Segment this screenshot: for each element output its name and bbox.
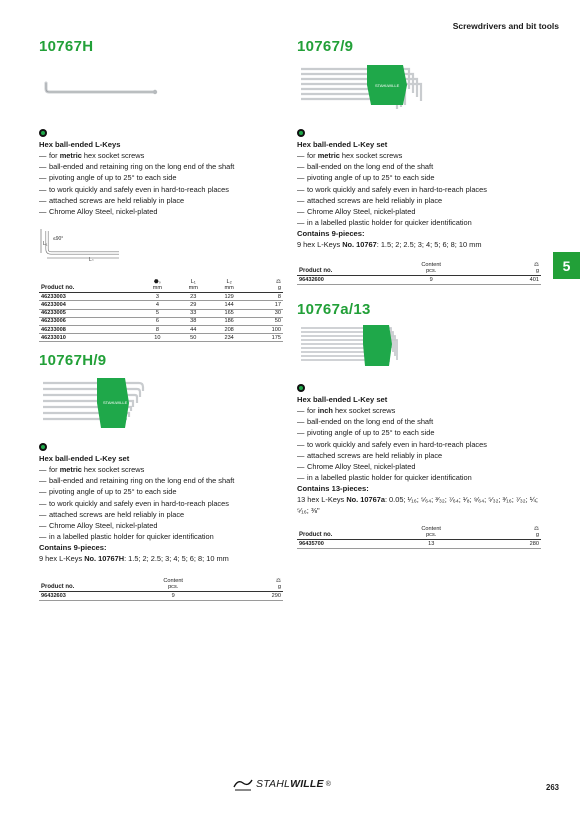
table-cell: 175 bbox=[247, 334, 283, 342]
angle-label: ≤90° bbox=[53, 236, 64, 243]
feature-item: — Chrome Alloy Steel, nickel-plated bbox=[297, 207, 416, 217]
table-cell: 46233003 bbox=[39, 293, 139, 301]
page-number: 263 bbox=[545, 783, 559, 792]
col-product-no: Product no. bbox=[39, 578, 112, 592]
table-cell: 50 bbox=[247, 317, 283, 325]
spec-table bbox=[39, 578, 283, 600]
feature-item: — to work quickly and safely even in hard-to-reach places bbox=[297, 439, 487, 449]
green-dot-icon bbox=[297, 384, 305, 392]
col-product-no: Product no. bbox=[297, 262, 370, 276]
registered-icon: ® bbox=[325, 780, 331, 788]
table-cell: 96432603 bbox=[39, 592, 112, 600]
pieces-heading: Contains 13-pieces: bbox=[297, 484, 369, 494]
feature-item: — for metric hex socket screws bbox=[39, 465, 145, 474]
key-set-photo bbox=[39, 373, 283, 433]
feature-item: — to work quickly and safely even in hard-to-reach places bbox=[39, 498, 229, 508]
scale-weight-icon: ⚖ bbox=[275, 279, 281, 286]
table-cell: 208 bbox=[211, 325, 247, 333]
key-set-icon bbox=[297, 322, 407, 372]
col-l1: L₁ mm bbox=[175, 279, 211, 293]
stahlwille-swirl-icon bbox=[232, 777, 254, 791]
l2-label: L₂ bbox=[89, 257, 94, 262]
l1-label: L₁ bbox=[43, 241, 48, 248]
table-cell: 6 bbox=[139, 317, 175, 325]
pieces-text: 9 hex L-Keys No. 10767H: 1.5; 2; 2.5; 3; 4; 5; 6; 8; 10 mm bbox=[39, 554, 229, 564]
table-cell: 5 bbox=[139, 309, 175, 317]
table-row bbox=[39, 293, 283, 301]
green-dot-icon bbox=[39, 443, 47, 451]
feature-item: — pivoting angle of up to 25° to each side bbox=[39, 487, 177, 497]
table-cell: 234 bbox=[211, 334, 247, 342]
table-row bbox=[39, 317, 283, 325]
feature-list bbox=[297, 150, 541, 228]
feature-item: — Chrome Alloy Steel, nickel-plated bbox=[39, 521, 158, 531]
feature-list bbox=[39, 464, 283, 542]
table-row bbox=[297, 276, 541, 284]
col-hex-size: ⬣ₛ mm bbox=[139, 279, 175, 293]
table-cell: 186 bbox=[211, 317, 247, 325]
product-10767-9 bbox=[297, 38, 541, 285]
key-set-icon bbox=[297, 59, 437, 119]
pieces-text: 9 hex L-Keys No. 10767: 1.5; 2; 2.5; 3; 4; 5; 6; 8; 10 mm bbox=[297, 240, 482, 250]
pieces-text: 13 hex L-Keys No. 10767a: 0.05; ¹⁄₁₆; ⁵⁄₆₄; ³⁄₃₂; ⁷⁄₆₄; ¹⁄₈; ⁹⁄₆₄; ⁵⁄₃₂; ³⁄₁₆; ⁷⁄₃₂; ¼; ⁵⁄₁₆; ⅜" bbox=[297, 495, 538, 516]
feature-item: — ball-ended on the long end of the shaft bbox=[297, 417, 434, 427]
table-cell: 46233005 bbox=[39, 309, 139, 317]
product-subheading: Hex ball-ended L-Keys bbox=[39, 140, 121, 149]
table-row bbox=[39, 325, 283, 333]
col-product-no: Product no. bbox=[297, 526, 370, 540]
feature-item: — to work quickly and safely even in hard-to-reach places bbox=[39, 184, 229, 194]
dimension-icon bbox=[39, 227, 129, 261]
table-cell: 96435700 bbox=[297, 540, 370, 548]
table-cell: 129 bbox=[211, 293, 247, 301]
l-key-icon bbox=[39, 59, 159, 107]
product-subheading: Hex ball-ended L-Key set bbox=[297, 395, 388, 404]
table-cell: 9 bbox=[112, 592, 234, 600]
feature-item: — attached screws are held reliably in place bbox=[39, 509, 185, 519]
col-content: Content pcs. bbox=[370, 262, 492, 276]
product-title: 10767H bbox=[39, 38, 94, 55]
scale-weight-icon: ⚖ bbox=[275, 578, 281, 585]
table-cell: 46233010 bbox=[39, 334, 139, 342]
feature-item: — ball-ended and retaining ring on the long end of the shaft bbox=[39, 476, 235, 486]
feature-item: — in a labelled plastic holder for quicker identification bbox=[39, 532, 214, 542]
chapter-tab: 5 bbox=[553, 252, 580, 279]
scale-weight-icon: ⚖ bbox=[533, 262, 539, 269]
brand-logo bbox=[232, 777, 331, 791]
pieces-heading: Contains 9-pieces: bbox=[39, 543, 107, 553]
col-content: Content pcs. bbox=[112, 578, 234, 592]
feature-item: — in a labelled plastic holder for quicker identification bbox=[297, 218, 472, 228]
brand-name: STAHLWILLE bbox=[256, 778, 324, 790]
table-cell: 96432600 bbox=[297, 276, 370, 284]
product-10767H-9 bbox=[39, 352, 283, 601]
product-title: 10767/9 bbox=[297, 38, 354, 55]
table-cell: 23 bbox=[175, 293, 211, 301]
table-cell: 290 bbox=[234, 592, 283, 600]
key-set-photo bbox=[297, 59, 541, 119]
table-cell: 8 bbox=[139, 325, 175, 333]
category-header: Screwdrivers and bit tools bbox=[452, 21, 559, 31]
product-subheading: Hex ball-ended L-Key set bbox=[297, 140, 388, 149]
table-row bbox=[39, 334, 283, 342]
green-dot-icon bbox=[297, 129, 305, 137]
feature-item: — pivoting angle of up to 25° to each side bbox=[297, 428, 435, 438]
key-set-icon bbox=[39, 373, 149, 433]
table-cell: 33 bbox=[175, 309, 211, 317]
product-10767a-13 bbox=[297, 301, 541, 549]
table-row bbox=[39, 592, 283, 600]
feature-item: — Chrome Alloy Steel, nickel-plated bbox=[297, 462, 416, 472]
feature-item: — ball-ended and retaining ring on the long end of the shaft bbox=[39, 162, 235, 172]
product-title: 10767H/9 bbox=[39, 352, 107, 369]
table-cell: 8 bbox=[247, 293, 283, 301]
table-cell: 4 bbox=[139, 301, 175, 309]
table-cell: 29 bbox=[175, 301, 211, 309]
feature-item: — in a labelled plastic holder for quicker identification bbox=[297, 473, 472, 483]
col-l2: L₂ mm bbox=[211, 279, 247, 293]
table-cell: 401 bbox=[492, 276, 541, 284]
spec-table bbox=[297, 526, 541, 548]
table-cell: 10 bbox=[139, 334, 175, 342]
table-row bbox=[39, 309, 283, 317]
col-weight: ⚖ g bbox=[247, 279, 283, 293]
table-cell: 9 bbox=[370, 276, 492, 284]
hex-key-size-icon: ⬣ₛ bbox=[153, 279, 161, 286]
col-content: Content pcs. bbox=[370, 526, 492, 540]
feature-list bbox=[39, 150, 283, 217]
scale-weight-icon: ⚖ bbox=[533, 526, 539, 533]
feature-item: — attached screws are held reliably in place bbox=[297, 450, 443, 460]
col-product-no: Product no. bbox=[39, 279, 139, 293]
table-cell: 144 bbox=[211, 301, 247, 309]
table-cell: 100 bbox=[247, 325, 283, 333]
table-cell: 50 bbox=[175, 334, 211, 342]
feature-item: — to work quickly and safely even in hard-to-reach places bbox=[297, 184, 487, 194]
table-row bbox=[297, 540, 541, 548]
l-key-photo bbox=[39, 59, 283, 107]
feature-item: — attached screws are held reliably in place bbox=[297, 195, 443, 205]
table-cell: 38 bbox=[175, 317, 211, 325]
table-row bbox=[39, 301, 283, 309]
table-cell: 3 bbox=[139, 293, 175, 301]
table-cell: 46233008 bbox=[39, 325, 139, 333]
feature-item: — pivoting angle of up to 25° to each side bbox=[297, 173, 435, 183]
feature-item: — for metric hex socket screws bbox=[297, 151, 403, 160]
table-cell: 13 bbox=[370, 540, 492, 548]
product-title: 10767a/13 bbox=[297, 301, 371, 318]
table-cell: 46233004 bbox=[39, 301, 139, 309]
table-cell: 30 bbox=[247, 309, 283, 317]
product-subheading: Hex ball-ended L-Key set bbox=[39, 454, 130, 463]
table-cell: 165 bbox=[211, 309, 247, 317]
col-weight: ⚖ g bbox=[492, 262, 541, 276]
pieces-heading: Contains 9-pieces: bbox=[297, 229, 365, 239]
table-cell: 17 bbox=[247, 301, 283, 309]
feature-item: — attached screws are held reliably in place bbox=[39, 195, 185, 205]
table-cell: 44 bbox=[175, 325, 211, 333]
feature-item: — ball-ended on the long end of the shaft bbox=[297, 162, 434, 172]
table-cell: 280 bbox=[492, 540, 541, 548]
feature-item: — pivoting angle of up to 25° to each side bbox=[39, 173, 177, 183]
col-weight: ⚖ g bbox=[492, 526, 541, 540]
feature-item: — for metric hex socket screws bbox=[39, 151, 145, 160]
product-10767H bbox=[39, 38, 283, 342]
spec-table bbox=[39, 279, 283, 342]
col-weight: ⚖ g bbox=[234, 578, 283, 592]
svg-text:STAHLWILLE: STAHLWILLE bbox=[375, 83, 400, 88]
key-set-photo bbox=[297, 322, 541, 372]
table-cell: 46233006 bbox=[39, 317, 139, 325]
spec-table bbox=[297, 262, 541, 284]
green-dot-icon bbox=[39, 129, 47, 137]
feature-list bbox=[297, 405, 541, 483]
feature-item: — for inch hex socket screws bbox=[297, 406, 396, 415]
dimension-diagram bbox=[39, 227, 283, 261]
feature-item: — Chrome Alloy Steel, nickel-plated bbox=[39, 207, 158, 217]
svg-text:STAHLWILLE: STAHLWILLE bbox=[103, 400, 128, 405]
